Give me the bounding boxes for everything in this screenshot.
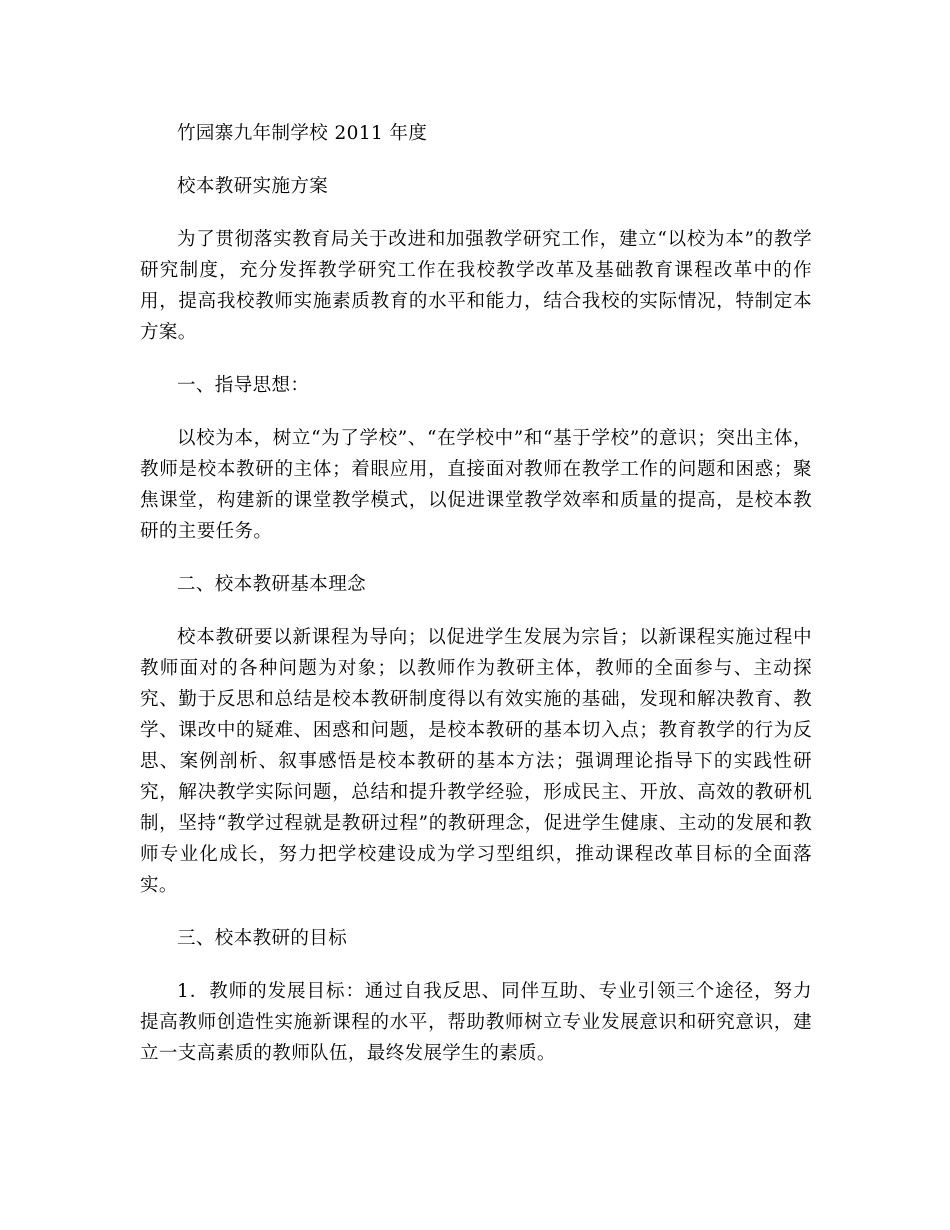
- section-3-item-1: 1．教师的发展目标：通过自我反思、同伴互助、专业引领三个途径，努力提高教师创造性实施新课程的水平，帮助教师树立专业发展意识和研究意识，建立一支高素质的教师队伍，最终发展学生的素质。: [140, 981, 812, 1064]
- title-line-2: 校本教研实施方案: [177, 176, 329, 197]
- section-3-heading: 三、校本教研的目标: [177, 928, 348, 949]
- intro-paragraph: 为了贯彻落实教育局关于改进和加强教学研究工作，建立“以校为本”的教学研究制度，充分发挥教学研究工作在我校教学改革及基础教育课程改革中的作用，提高我校教师实施素质教育的水平和能力，结合我校的实际情况，特制定本方案。: [140, 229, 812, 343]
- section-2-body: 校本教研要以新课程为导向；以促进学生发展为宗旨；以新课程实施过程中教师面对的各种问题为对象；以教师作为教研主体，教师的全面参与、主动探究、勤于反思和总结是校本教研制度得以有效实施的基础，发现和解决教育、教学、课改中的疑难、困惑和问题，是校本教研的基本切入点；教育教学的行为反思、案例剖析、叙事感悟是校本教研的基本方法；强调理论指导下的实践性研究，解决教学实际问题，总结和提升教学经验，形成民主、开放、高效的教研机制，坚持“教学过程就是教研过程”的教研理念，促进学生健康、主动的发展和教师专业化成长，努力把学校建设成为学习型组织，推动课程改革目标的全面落实。: [140, 627, 812, 896]
- section-1-heading: 一、指导思想：: [177, 375, 310, 396]
- title-line-1: 竹园寨九年制学校 2011 年度: [177, 123, 428, 144]
- section-1-body: 以校为本，树立“为了学校”、“在学校中”和“基于学校”的意识；突出主体，教师是校本教研的主体；着眼应用，直接面对教师在教学工作的问题和困惑；聚焦课堂，构建新的课堂教学模式，以促进课堂教学效率和质量的提高，是校本教研的主要任务。: [140, 428, 812, 542]
- section-2-heading: 二、校本教研基本理念: [177, 574, 367, 595]
- document-page: [140, 118, 812, 1069]
